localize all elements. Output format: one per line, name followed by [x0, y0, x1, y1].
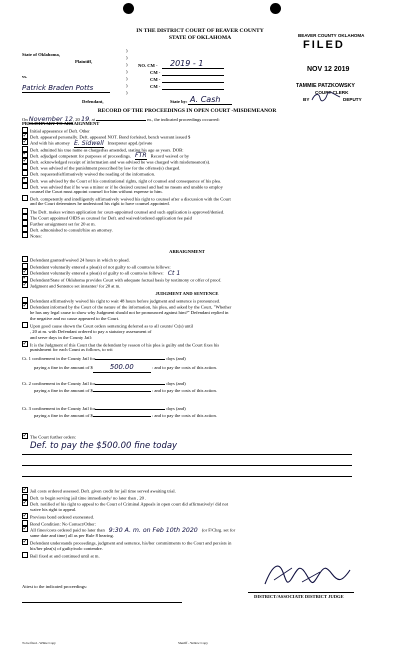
- arraignment-text: Defendant voluntarily entered a plea(s) of guilty to all counts/as follows:: [30, 270, 164, 276]
- arraignment-checkbox[interactable]: [22, 263, 28, 269]
- arraignment-checkbox[interactable]: [22, 276, 28, 282]
- judge-line: [248, 592, 354, 593]
- judgment-row: [22, 310, 352, 316]
- preliminary-text: Deft. requested/affirmatively waived the reading of the information.: [30, 171, 156, 177]
- count-label: Ct. 2 confinement in the County Jail for: [22, 381, 96, 386]
- arraignment-row: [22, 282, 352, 289]
- preliminary-checkbox[interactable]: [22, 214, 28, 220]
- preliminary-row: [22, 201, 352, 207]
- days-label: days (and): [166, 406, 186, 411]
- closing-row: [22, 533, 352, 539]
- closing-row: [22, 552, 352, 559]
- record-title: RECORD OF THE PROCEEDINGS IN OPEN COURT -MISDEMEANOR: [97, 108, 277, 114]
- punch-hole-right: [270, 3, 281, 14]
- preliminary-text: The Deft. makes written application for court-appointed counsel and such application is approved/denied.: [30, 209, 225, 215]
- preliminary-text: Initial appearance of Deft. Other: [30, 128, 90, 134]
- preliminary-checkbox[interactable]: [22, 208, 28, 214]
- judgment-checkbox[interactable]: [22, 341, 28, 347]
- preliminary-text: Deft. acknowledged receipt of information and was advised he was charged with misdemeanor(s).: [30, 159, 211, 165]
- closing-checkbox[interactable]: [22, 526, 28, 532]
- costs-label: : and to pay the costs of this action.: [151, 413, 217, 418]
- arraignment-checkbox[interactable]: [22, 256, 28, 262]
- further-orders-text: The Court further orders:: [30, 434, 77, 440]
- closing-text: his/her plea(s) of guilty/nolo contendre.: [30, 545, 103, 551]
- cm-label-1: CM -: [150, 70, 161, 75]
- state-by-label: State by:: [170, 99, 188, 104]
- count-fine-row: [22, 413, 352, 419]
- judgment-checkbox[interactable]: [22, 322, 28, 328]
- judgment-text: , 20 at m. with Defendant ordered to pay a statutory assessment of: [30, 328, 152, 334]
- case-number-label: NO. CM -: [138, 63, 158, 68]
- count-label: Ct. 1 confinement in the County Jail for: [22, 356, 96, 361]
- judgment-text: he has any legal cause to show why Judgment should not be pronounced against him?" Defendant replied in: [30, 309, 229, 315]
- judgment-checkbox[interactable]: [22, 303, 28, 309]
- preliminary-checkbox[interactable]: [22, 146, 28, 152]
- preliminary-checkbox[interactable]: [22, 164, 28, 170]
- closing-checkbox[interactable]: [22, 500, 28, 506]
- stamp-deputy: DEPUTY: [343, 97, 362, 102]
- closing-text: Bond Condition: No Contact/Other:: [30, 521, 96, 526]
- count-confinement-row: [22, 356, 352, 362]
- punch-hole-left: [123, 3, 134, 14]
- count-fine-row: [22, 388, 352, 394]
- stamp-filed: FILED: [303, 39, 345, 51]
- closing-text: Deft. notified of his right to appeal to the Court of Criminal Appeals in open court did affirmatively/ did not: [30, 501, 229, 507]
- attest-text: Attest to the indicated proceedings:: [22, 584, 88, 589]
- preliminary-checkbox[interactable]: [22, 195, 28, 201]
- preliminary-text: Deft. was advised by the Court of his constitutional rights, right of counsel and consequence of his plea.: [30, 178, 222, 184]
- count-confinement-row: [22, 381, 352, 387]
- cm-label-2: CM -: [150, 77, 161, 82]
- preliminary-row: [22, 189, 352, 195]
- arraignment-text: Defendant granted/waived 24 hours in which to plead.: [30, 257, 130, 263]
- preliminary-text: and the Court determines he understood his right to have counsel appointed.: [30, 201, 170, 207]
- closing-text: Previous bond ordered exonerated.: [30, 514, 95, 520]
- judge-title: DISTRICT/ASSOCIATE DISTRICT JUDGE: [254, 594, 344, 599]
- preliminary-checkbox[interactable]: [22, 127, 28, 133]
- year-prefix: , 20: [72, 117, 80, 122]
- judgment-text: Defendant affirmatively waived his right to wait 48 hours before judgment and sentence is pronounced.: [30, 298, 221, 304]
- fine-amount: [93, 391, 151, 392]
- preliminary-text: Notes:: [30, 233, 42, 239]
- closing-checkbox[interactable]: [22, 494, 28, 500]
- preliminary-checkbox[interactable]: [22, 183, 28, 189]
- stamp-deputy-signature: [311, 92, 341, 102]
- further-orders-label: [22, 433, 76, 440]
- closing-text: waive his right to appeal.: [30, 506, 77, 512]
- case-number-value: 2019 - 1: [170, 59, 204, 68]
- cm-line-3: [162, 89, 224, 90]
- further-orders-checkbox[interactable]: [22, 433, 28, 439]
- fine-label: paying a fine in the amount of $: [34, 413, 93, 418]
- arraignment-text: Judgment and Sentence set instanter/ for 20 at m.: [30, 283, 121, 289]
- judgment-text: punishment for each Count as follows, to wit: [30, 347, 113, 353]
- stamp-clerk-title: COURT CLERK: [315, 90, 349, 95]
- proceedings-year: 19: [80, 115, 90, 123]
- preliminary-checkbox[interactable]: [22, 170, 28, 176]
- preliminary-row: [22, 232, 352, 239]
- closing-checkbox[interactable]: [22, 539, 28, 545]
- days-label: days (and): [166, 356, 186, 361]
- preliminary-checkbox[interactable]: [22, 220, 28, 226]
- closing-checkbox[interactable]: [22, 513, 28, 519]
- days-blank[interactable]: [95, 409, 165, 410]
- cm-line-1: [162, 75, 224, 76]
- preliminary-text: Deft. was advised that if he was a minor or if he desired counsel and had no means and unable to employ: [30, 184, 223, 190]
- judgment-heading: JUDGMENT AND SENTENCE: [155, 291, 219, 296]
- court-name: IN THE DISTRICT COURT OF BEAVER COUNTY: [136, 28, 264, 34]
- cm-label-3: CM -: [150, 84, 161, 89]
- preliminary-text: Deft. admitted his true name as charged/as amended, stating his age as years. DOB:: [30, 147, 184, 153]
- days-blank[interactable]: [95, 359, 165, 360]
- closing-text: same date and time) all as per Rule 8 hearing.: [30, 532, 114, 538]
- closing-tail: (or F/Chrg. set for: [201, 527, 236, 533]
- closing-checkbox[interactable]: [22, 520, 28, 526]
- arraignment-handwritten: Ct 1: [167, 269, 181, 277]
- preliminary-checkbox[interactable]: [22, 232, 28, 238]
- judge-signature: [262, 560, 352, 590]
- further-line-3: [22, 476, 352, 477]
- stamp-date: NOV 12 2019: [307, 66, 350, 73]
- title-suffix: m., the indicated proceedings occurred:: [147, 117, 220, 122]
- footer-center: Sheriff - Yellow Copy: [178, 641, 208, 645]
- preliminary-checkbox[interactable]: [22, 152, 28, 158]
- count-fine-row: [22, 363, 352, 373]
- preliminary-handwritten: FTR: [135, 152, 147, 160]
- judgment-text: It is the Judgment of this Court that the defendant by reason of his plea is guilty and the Court fixes his: [30, 342, 220, 348]
- count-confinement-row: [22, 406, 352, 412]
- preliminary-text: Further arraignment set for 20 at m.: [30, 221, 96, 227]
- preliminary-checkbox[interactable]: [22, 177, 28, 183]
- further-line-2: [22, 465, 352, 466]
- attest-line: [22, 602, 182, 603]
- preliminary-text: Deft. admonished to consult/hire an attorney.: [30, 227, 113, 233]
- preliminary-checkbox[interactable]: [22, 133, 28, 139]
- on-label: On: [22, 117, 28, 122]
- arraignment-text: Defendant/State of Oklahoma provides Court with adequate factual basis by testimony or offer of proof.: [30, 277, 222, 282]
- preliminary-handwritten: E. Sidwell: [73, 139, 104, 147]
- preliminary-text: And with his attorney: [30, 140, 70, 146]
- judgment-text: and serve days in the County Jail:: [30, 334, 93, 340]
- state-of-oklahoma: State of Oklahoma,: [22, 52, 60, 57]
- closing-text: Defendant understands proceedings, judgment and sentence, his/her commitments to the Court and persists in: [30, 540, 232, 546]
- defendant-name-line: [22, 92, 110, 93]
- preliminary-text: Deft. adjudged competent for purposes of proceedings.: [30, 153, 132, 159]
- closing-text: Bail fixed at and continued until at m.: [30, 553, 100, 559]
- arraignment-checkbox[interactable]: [22, 269, 28, 275]
- plaintiff-label: Plaintiff,: [75, 59, 93, 64]
- days-label: days (and): [166, 381, 186, 386]
- judgment-row: [22, 347, 352, 353]
- cm-line-2: [162, 82, 224, 83]
- state-line: STATE OF OKLAHOMA: [168, 35, 232, 41]
- case-number-line: [162, 68, 224, 69]
- at-label: , at: [89, 117, 95, 122]
- closing-text: Deft. to begin serving jail time immediately/ no later than , 20 .: [30, 495, 147, 500]
- fine-label: paying a fine in the amount of $: [34, 388, 93, 393]
- fine-label: paying a fine in the amount of $: [34, 365, 93, 370]
- costs-label: : and to pay the costs of this action.: [151, 388, 217, 393]
- proceedings-date: November 12: [28, 115, 73, 123]
- judgment-text: the negative and no cause appeared to the Court.: [30, 315, 120, 321]
- arraignment-text: Defendant voluntarily entered a plea(s) of not guilty to all counts/as follows:: [30, 264, 171, 269]
- preliminary-text: Deft. appeared personally. Deft. appeared NOT. Bond forfeited, bench warrant issued $: [30, 134, 191, 140]
- judgment-text: Upon good cause shown the Court orders sentencing deferred as to all counts/ Ct(s) until: [30, 323, 194, 329]
- stamp-by: BY: [303, 97, 310, 102]
- closing-row: [22, 507, 352, 513]
- time-blank: [96, 120, 146, 121]
- count-label: Ct. 3 confinement in the County Jail for: [22, 406, 96, 411]
- costs-label: : and to pay the costs of this action.: [151, 365, 217, 370]
- closing-checkbox[interactable]: [22, 487, 28, 493]
- judgment-checkbox[interactable]: [22, 297, 28, 303]
- further-orders-handwritten: Def. to pay the $500.00 fine today: [30, 441, 178, 451]
- preliminary-tail: Record waived or by: [150, 153, 190, 159]
- judgment-row: [22, 316, 352, 322]
- footer-left: To be filed - White Copy: [22, 641, 56, 645]
- vs-label: vs.: [22, 74, 28, 79]
- preliminary-checkbox[interactable]: [22, 158, 28, 164]
- state-by-line: [188, 104, 232, 105]
- closing-text: All fines/costs ordered paid no later than: [30, 527, 105, 533]
- preliminary-text: The Court appointed OIDS as counsel for Deft. and waived/ordered application fee paid: [30, 215, 192, 221]
- judgment-row: [22, 329, 352, 335]
- defendant-name: Patrick Braden Potts: [22, 84, 94, 92]
- closing-checkbox[interactable]: [22, 552, 28, 558]
- arraignment-checkbox[interactable]: [22, 282, 28, 288]
- further-line-1: [22, 454, 352, 455]
- preliminary-tail: Interpreter appd./private: [107, 140, 153, 146]
- defendant-label: Defendant,: [82, 99, 104, 104]
- fine-amount: [93, 416, 151, 417]
- preliminary-text: Deft. was advised of the punishment prescribed by law for the offense(s) charged.: [30, 165, 181, 171]
- preliminary-checkbox[interactable]: [22, 139, 28, 145]
- fine-amount: 500.00: [93, 363, 151, 373]
- preliminary-text: Deft. competently and intelligently affirmatively waived his right to counsel after a discussion with the Court: [30, 196, 231, 202]
- state-by-value: A. Cash: [190, 95, 221, 104]
- closing-row: [22, 546, 352, 552]
- stamp-county: BEAVER COUNTY OKLAHOMA: [298, 33, 365, 38]
- closing-text: Jail costs ordered assessed. Deft. given credit for jail time served awaiting trial.: [30, 488, 176, 494]
- stamp-clerk-name: TAMMIE PATZKOWSKY: [296, 83, 355, 89]
- days-blank[interactable]: [95, 384, 165, 385]
- preliminary-checkbox[interactable]: [22, 226, 28, 232]
- judgment-text: Defendant informed by the Court of the nature of the information, his plea, and asked by the Court, "Whether: [30, 304, 232, 310]
- arraignment-heading: ARRAIGNMENT: [169, 249, 205, 254]
- preliminary-heading: PRELIMINARY TO ARRAIGNMENT: [22, 121, 100, 126]
- judgment-row: [22, 335, 352, 341]
- preliminary-text: counsel the Court must appoint counsel for him without expense to him.: [30, 189, 163, 194]
- closing-handwritten: 9:30 A. m. on Feb 10th 2020: [108, 526, 198, 534]
